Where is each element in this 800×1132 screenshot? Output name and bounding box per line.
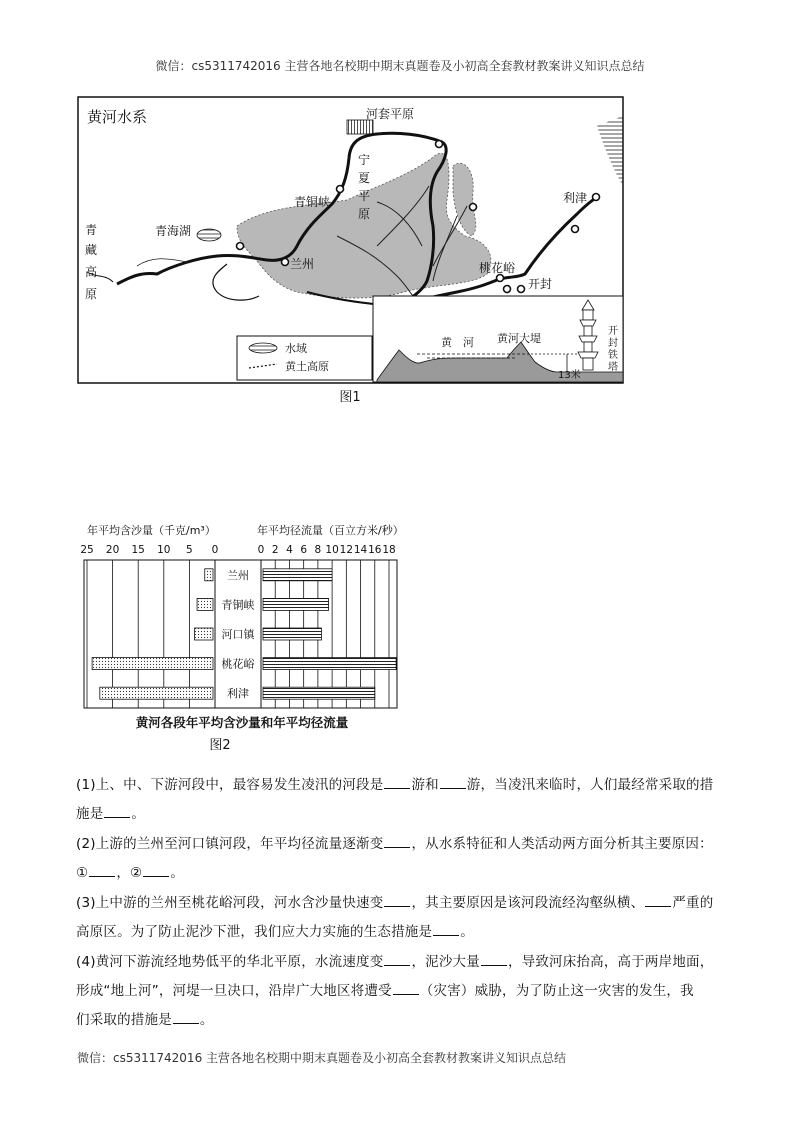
right-tick-label: 8 — [314, 544, 322, 556]
q1-blank-3[interactable] — [104, 804, 130, 818]
q1-text-d: 施是 — [76, 806, 104, 822]
q2-blank-3[interactable] — [143, 863, 169, 877]
lijin-dot — [593, 194, 600, 201]
q2-blank-1[interactable] — [384, 834, 410, 848]
q1-text-c: 游，当凌汛来临时，人们最经常采取的措 — [466, 777, 714, 793]
hetao-plain-mark — [347, 120, 373, 134]
right-tick-label: 16 — [368, 544, 382, 556]
lanzhou-dot — [282, 259, 289, 266]
q4-text-b: ，泥沙大量 — [411, 954, 480, 970]
runoff-bar — [263, 598, 329, 610]
label-qingtongxia: 青铜峡 — [294, 195, 331, 209]
label-hetao: 河套平原 — [366, 107, 415, 121]
label-qinghaihu: 青海湖 — [155, 224, 192, 238]
hekouzhen-dot — [436, 141, 443, 148]
category-label: 桃花峪 — [221, 657, 255, 671]
right-tick-label: 10 — [325, 544, 339, 556]
question-1 — [76, 771, 728, 829]
runoff-bar — [263, 687, 375, 699]
q3-text-c: 严重的 — [672, 895, 714, 911]
q4-text-a: (4)黄河下游流经地势低平的华北平原，水流速度变 — [76, 954, 384, 970]
label-qingzang-2: 藏 — [85, 243, 98, 257]
north-city-dot — [470, 204, 477, 211]
label-ningxia-4: 原 — [358, 207, 371, 221]
right-tick-label: 6 — [300, 544, 308, 556]
q4-blank-3[interactable] — [393, 981, 419, 995]
sediment-bar — [197, 598, 213, 610]
profile-tower-1: 开 — [608, 326, 618, 337]
label-ningxia-3: 平 — [358, 189, 371, 203]
sediment-bar — [195, 628, 213, 640]
q1-text-a: (1)上、中、下游河段中，最容易发生凌汛的河段是 — [76, 777, 384, 793]
q2-text-e: 。 — [170, 865, 185, 881]
yellow-river-map — [77, 96, 627, 386]
category-label: 利津 — [227, 687, 249, 701]
category-label: 河口镇 — [221, 628, 255, 641]
right-tick-label: 18 — [382, 544, 396, 556]
q4-blank-1[interactable] — [384, 952, 410, 966]
q2-blank-2[interactable] — [89, 863, 115, 877]
profile-tower-4: 塔 — [608, 362, 618, 373]
label-qingzang-3: 高 — [85, 265, 98, 279]
question-3 — [76, 889, 728, 947]
q4-text-c: ，导致河床抬高，高于两岸地面， — [507, 954, 714, 970]
left-tick-label: 10 — [157, 544, 171, 556]
q4-blank-2[interactable] — [481, 952, 507, 966]
legend-water-label: 水域 — [285, 342, 307, 355]
left-tick-label: 0 — [211, 544, 219, 556]
right-tick-label: 14 — [353, 544, 368, 556]
q4-text-g: 。 — [199, 1012, 214, 1028]
right-axis-title: 年平均径流量（百立方米/秒） — [257, 524, 404, 537]
q1-text-b: 游和 — [411, 777, 439, 793]
label-qingzang-4: 原 — [85, 287, 98, 301]
left-tick-label: 20 — [105, 544, 120, 556]
page-footer: 微信：cs5311742016 主营各地名校期中期末真题卷及小初高全套教材教案讲义知识点总结 — [77, 1051, 567, 1065]
q4-blank-4[interactable] — [173, 1010, 199, 1024]
left-axis-title: 年平均含沙量（千克/m³） — [87, 524, 216, 537]
q3-text-d: 高原区。为了防止泥沙下泄，我们应大力实施的生态措施是 — [76, 924, 433, 940]
label-ningxia-2: 夏 — [358, 171, 371, 185]
map-title: 黄河水系 — [87, 108, 148, 126]
question-4 — [76, 948, 728, 1035]
label-qingzang-1: 青 — [85, 223, 98, 237]
west-city-dot — [237, 243, 244, 250]
label-ningxia-1: 宁 — [358, 153, 371, 167]
qinghai-lake-shape — [197, 229, 221, 241]
label-taohuayu: 桃花峪 — [479, 261, 516, 275]
sediment-bar — [205, 569, 213, 581]
q1-text-e: 。 — [131, 806, 146, 822]
runoff-bar — [263, 658, 396, 670]
right-tick-label: 0 — [257, 544, 265, 556]
q3-blank-1[interactable] — [384, 893, 410, 907]
sediment-bar — [92, 658, 213, 670]
q3-text-a: (3)上中游的兰州至桃花峪河段，河水含沙量快速变 — [76, 895, 384, 911]
legend-water-swatch — [249, 343, 277, 353]
category-label: 兰州 — [227, 568, 249, 582]
figure-1-caption: 图1 — [339, 390, 361, 405]
profile-tower-3: 铁 — [608, 350, 618, 361]
q4-text-f: 们采取的措施是 — [76, 1012, 172, 1028]
taohuayu-dot — [497, 275, 504, 282]
mid-city-dot — [504, 286, 511, 293]
right-tick-label: 4 — [286, 544, 293, 556]
page-header: 微信：cs5311742016 主营各地名校期中期末真题卷及小初高全套教材教案讲义知识点总结 — [155, 59, 645, 73]
east-city-dot — [572, 226, 579, 233]
runoff-bar — [263, 569, 332, 581]
q1-blank-2[interactable] — [440, 775, 466, 789]
figure-2-caption: 图2 — [209, 738, 231, 753]
q1-blank-1[interactable] — [384, 775, 410, 789]
runoff-bar — [263, 628, 321, 640]
profile-dike-label: 黄河大堤 — [497, 332, 541, 345]
q2-text-a: (2)上游的兰州至河口镇河段，年平均径流量逐渐变 — [76, 836, 384, 852]
q2-text-c: ① — [76, 865, 89, 881]
q3-text-b: ，其主要原因是该河段流经沟壑纵横、 — [411, 895, 645, 911]
label-lijin: 利津 — [563, 191, 588, 205]
chart-title: 黄河各段年平均含沙量和年平均径流量 — [135, 715, 349, 730]
right-tick-label: 2 — [271, 544, 279, 556]
profile-height-label: 13米 — [558, 370, 581, 381]
q2-text-d: ，② — [116, 865, 143, 881]
left-tick-label: 5 — [186, 544, 193, 556]
q3-text-e: 。 — [460, 924, 474, 940]
left-tick-label: 25 — [80, 544, 94, 556]
q2-text-b: ，从水系特征和人类活动两方面分析其主要原因： — [411, 836, 713, 852]
profile-river-label: 黄 河 — [441, 336, 474, 349]
profile-tower-2: 封 — [608, 338, 618, 349]
qingtongxia-dot — [337, 186, 344, 193]
sediment-runoff-chart — [77, 522, 407, 738]
q3-blank-3[interactable] — [433, 922, 459, 936]
category-label: 青铜峡 — [221, 598, 255, 612]
legend-loess-label: 黄土高原 — [285, 360, 329, 373]
right-tick-label: 12 — [339, 544, 354, 556]
label-kaifeng: 开封 — [528, 277, 553, 291]
question-2 — [76, 830, 728, 888]
q4-text-d: 形成“地上河”，河堤一旦决口，沿岸广大地区将遭受 — [76, 983, 392, 999]
q3-blank-2[interactable] — [645, 893, 671, 907]
q4-text-e: （灾害）威胁，为了防止这一灾害的发生，我 — [419, 983, 694, 999]
label-lanzhou: 兰州 — [290, 257, 315, 271]
sediment-bar — [100, 687, 213, 699]
kaifeng-dot — [518, 286, 525, 293]
left-tick-label: 15 — [131, 544, 145, 556]
